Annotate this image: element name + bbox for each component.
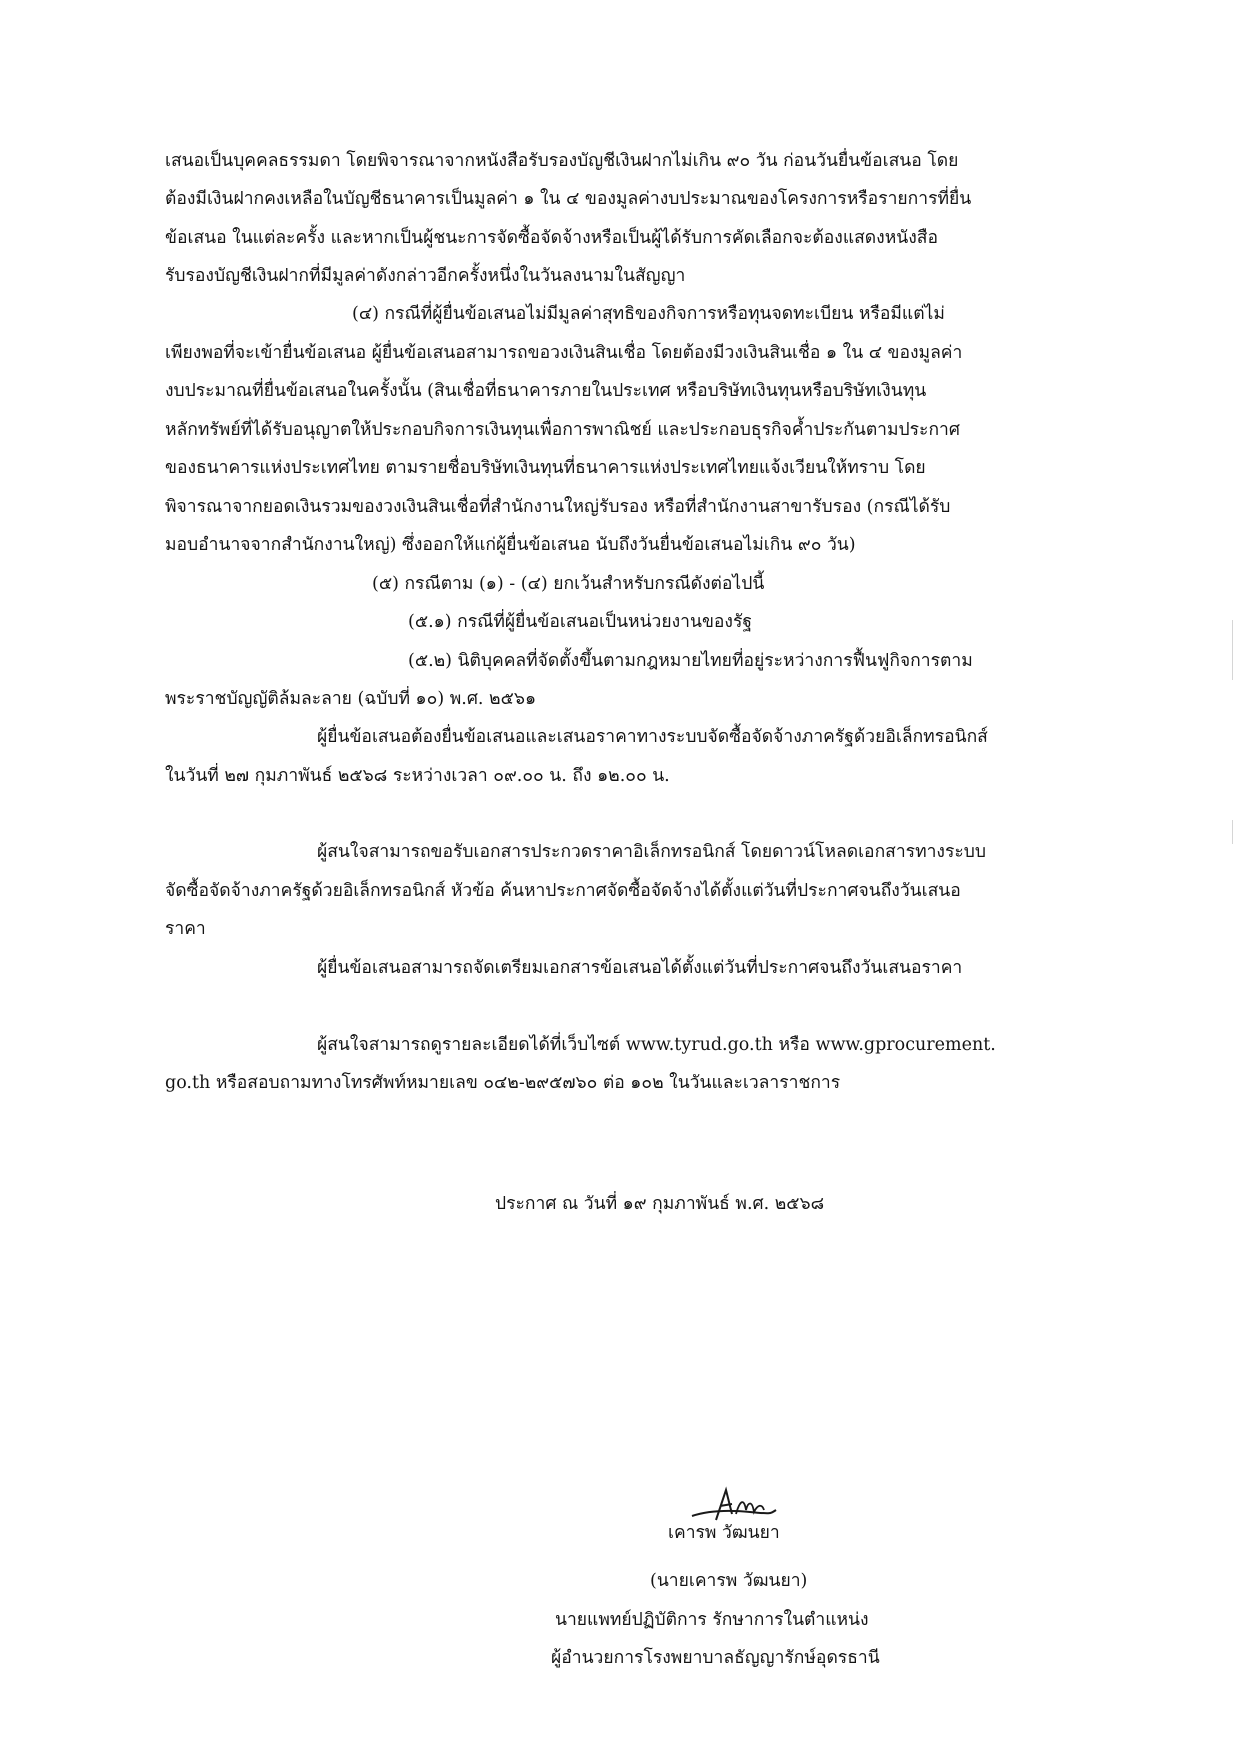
clause-5-1: (๕.๑) กรณีที่ผู้ยื่นข้อเสนอเป็นหน่วยงานของรัฐ [408,612,753,632]
intro-line-3: ข้อเสนอ ในแต่ละครั้ง และหากเป็นผู้ชนะการจัดซื้อจัดจ้างหรือเป็นผู้ได้รับการคัดเลือกจะต้องแสดงหนังสือ [165,228,938,248]
scan-edge-mark [1232,820,1233,844]
intro-line-2: ต้องมีเงินฝากคงเหลือในบัญชีธนาคารเป็นมูลค่า ๑ ใน ๔ ของมูลค่างบประมาณของโครงการหรือรายการที่ยื่น [165,189,972,209]
clause-5-2-line-2: พระราชบัญญัติล้มละลาย (ฉบับที่ ๑๐) พ.ศ. ๒๕๖๑ [165,689,537,709]
download-line-3: ราคา [165,919,206,939]
submission-line-2: ในวันที่ ๒๗ กุมภาพันธ์ ๒๕๖๘ ระหว่างเวลา ๐๙.๐๐ น. ถึง ๑๒.๐๐ น. [165,766,670,786]
scan-edge-mark [1232,620,1233,680]
clause-4-line-3: งบประมาณที่ยื่นข้อเสนอในครั้งนั้น (สินเชื่อที่ธนาคารภายในประเทศ หรือบริษัทเงินทุนหรือบริษัทเงินทุน [165,381,927,401]
clause-4-line-4: หลักทรัพย์ที่ได้รับอนุญาตให้ประกอบกิจการเงินทุนเพื่อการพาณิชย์ และประกอบธุรกิจค้ำประกันตามประกาศ [165,420,960,440]
clause-5-2-line-1: (๕.๒) นิติบุคคลที่จัดตั้งขึ้นตามกฎหมายไทยที่อยู่ระหว่างการฟื้นฟูกิจการตาม [408,651,973,671]
signer-handwritten-name: เคารพ วัฒนยา [668,1523,780,1543]
clause-4-line-7: มอบอำนาจจากสำนักงานใหญ่) ซึ่งออกให้แก่ผู้ยื่นข้อเสนอ นับถึงวันยื่นข้อเสนอไม่เกิน ๙๐ วัน) [165,535,856,555]
signer-name: (นายเคารพ วัฒนยา) [650,1571,808,1591]
intro-line-1: เสนอเป็นบุคคลธรรมดา โดยพิจารณาจากหนังสือรับรองบัญชีเงินฝากไม่เกิน ๙๐ วัน ก่อนวันยื่นข้อเสนอ โดย [165,151,959,171]
download-line-1: ผู้สนใจสามารถขอรับเอกสารประกวดราคาอิเล็กทรอนิกส์ โดยดาวน์โหลดเอกสารทางระบบ [317,842,986,862]
clause-4-line-5: ของธนาคารแห่งประเทศไทย ตามรายชื่อบริษัทเงินทุนที่ธนาคารแห่งประเทศไทยแจ้งเวียนให้ทราบ โดย [165,458,926,478]
clause-4-line-6: พิจารณาจากยอดเงินรวมของวงเงินสินเชื่อที่สำนักงานใหญ่รับรอง หรือที่สำนักงานสาขารับรอง (กรณีได้รับ [165,497,951,517]
contact-line-1: ผู้สนใจสามารถดูรายละเอียดได้ที่เว็บไซต์ www.tyrud.go.th หรือ www.gprocurement. [317,1035,996,1055]
clause-4-line-1: (๔) กรณีที่ผู้ยื่นข้อเสนอไม่มีมูลค่าสุทธิของกิจการหรือทุนจดทะเบียน หรือมีแต่ไม่ [352,304,945,324]
signer-organization: ผู้อำนวยการโรงพยาบาลธัญญารักษ์อุดรธานี [551,1648,880,1668]
prepare-line: ผู้ยื่นข้อเสนอสามารถจัดเตรียมเอกสารข้อเสนอได้ตั้งแต่วันที่ประกาศจนถึงวันเสนอราคา [317,958,963,978]
announce-date: ประกาศ ณ วันที่ ๑๙ กุมภาพันธ์ พ.ศ. ๒๕๖๘ [495,1194,825,1214]
clause-5: (๕) กรณีตาม (๑) - (๔) ยกเว้นสำหรับกรณีดังต่อไปนี้ [372,574,765,594]
intro-line-4: รับรองบัญชีเงินฝากที่มีมูลค่าดังกล่าวอีกครั้งหนึ่งในวันลงนามในสัญญา [165,266,686,286]
download-line-2: จัดซื้อจัดจ้างภาครัฐด้วยอิเล็กทรอนิกส์ หัวข้อ ค้นหาประกาศจัดซื้อจัดจ้างได้ตั้งแต่วันที่ประกาศจนถึงวันเสนอ [165,881,961,901]
contact-line-2: go.th หรือสอบถามทางโทรศัพท์หมายเลข ๐๔๒-๒๙๕๗๖๐ ต่อ ๑๐๒ ในวันและเวลาราชการ [165,1073,841,1093]
clause-4-line-2: เพียงพอที่จะเข้ายื่นข้อเสนอ ผู้ยื่นข้อเสนอสามารถขอวงเงินสินเชื่อ โดยต้องมีวงเงินสินเชื่อ ๑ ใน ๔ ของมูลค่า [165,343,963,363]
signer-position: นายแพทย์ปฏิบัติการ รักษาการในตำแหน่ง [555,1610,869,1630]
submission-line-1: ผู้ยื่นข้อเสนอต้องยื่นข้อเสนอและเสนอราคาทางระบบจัดซื้อจัดจ้างภาครัฐด้วยอิเล็กทรอนิกส์ [317,727,988,747]
